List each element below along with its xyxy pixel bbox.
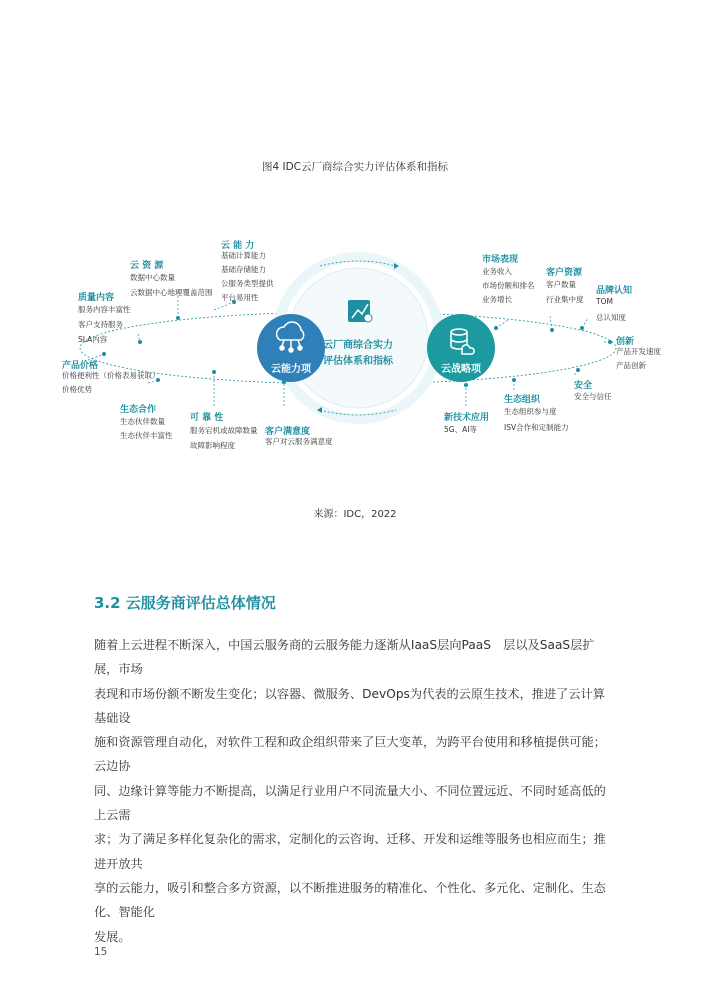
group-title-security: 安全 [574, 381, 593, 391]
item-price-convenience: 价格便利性（价格表易获取） [62, 371, 160, 380]
group-title-eco-partner: 生态合作 [120, 405, 157, 415]
paragraph-line: 表现和市场份额不断发生变化；以容器、微服务、DevOps为代表的云原生技术，推进了云计算基础设 [94, 686, 605, 725]
paragraph-line: 施和资源管理自动化，对软件工程和政企组织带来了巨大变革，为跨平台使用和移植提供可能；云边协 [94, 735, 606, 774]
center-title-line1: 云厂商综合实力 [323, 340, 393, 351]
item-partner-richness: 生态伙伴丰富性 [120, 431, 173, 440]
figure-caption: 图4 IDC云厂商综合实力评估体系和指标 [261, 161, 449, 173]
group-title-market: 市场表现 [482, 255, 519, 265]
item-service-types: 公服务类型提供 [221, 279, 274, 288]
group-title-eco-org: 生态组织 [504, 395, 541, 405]
item-market-share: 市场份额和排名 [482, 281, 535, 290]
section-title: 3.2 云服务商评估总体情况 [94, 594, 276, 612]
item-revenue: 业务收入 [482, 267, 512, 276]
item-industry-concentration: 行业集中度 [546, 295, 584, 304]
evaluation-diagram [58, 230, 661, 455]
item-eco-participation: 生态组织参与度 [504, 407, 557, 416]
item-dc-count: 数据中心数量 [130, 273, 175, 282]
group-title-cloud-resources: 云 资 源 [130, 261, 164, 271]
item-dev-speed: 产品开发速度 [616, 347, 661, 356]
item-price-advantage: 价格优势 [62, 385, 92, 394]
item-5g-ai: 5G、AI等 [444, 425, 477, 434]
group-title-satisfaction: 客户满意度 [265, 427, 311, 437]
group-title-customer: 客户资源 [546, 268, 583, 278]
item-customer-support: 客户支持服务 [78, 320, 123, 329]
item-customer-count: 客户数量 [546, 280, 576, 289]
paragraph-line: 同、边缘计算等能力不断提高，以满足行业用户不同流量大小、不同位置远近、不同时延高低的上云需 [94, 783, 606, 823]
left-circle-label: 云能力项 [271, 364, 311, 375]
item-usability: 平台易用性 [221, 293, 259, 302]
right-circle-label: 云战略项 [441, 364, 481, 375]
group-title-newtech: 新技术应用 [444, 413, 490, 423]
paragraph-line: 享的云能力，吸引和整合多方资源，以不断推进服务的精准化、个性化、多元化、定制化、生态化、智能化 [94, 880, 606, 920]
group-title-pricing: 产品价格 [62, 361, 99, 371]
figure-source: 来源：IDC，2022 [313, 509, 397, 520]
item-service-richness: 服务内容丰富性 [78, 305, 131, 314]
item-dc-coverage: 云数据中心地理覆盖范围 [130, 288, 213, 297]
center-title-line2: 评估体系和指标 [323, 356, 393, 367]
group-title-innovation: 创新 [616, 337, 635, 347]
item-outage-count: 服务宕机或故障数量 [190, 426, 258, 435]
group-title-cloud-capability: 云 能 力 [221, 241, 255, 251]
item-sla: SLA内容 [78, 335, 108, 344]
item-growth: 业务增长 [482, 295, 512, 304]
item-satisfaction: 客户对云服务满意度 [265, 437, 333, 446]
paragraph-line: 随着上云进程不断深入，中国云服务商的云服务能力逐渐从IaaS层向PaaS 层以及SaaS层扩展，市场 [94, 638, 595, 677]
group-title-quality: 质量内容 [78, 293, 115, 303]
paragraph-line: 发展。 [94, 929, 131, 944]
item-product-innovation: 产品创新 [616, 361, 646, 370]
item-partner-count: 生态伙伴数量 [120, 417, 165, 426]
group-title-brand: 品牌认知 [596, 286, 633, 296]
item-compute: 基础计算能力 [221, 251, 266, 260]
item-storage: 基础存储能力 [221, 265, 266, 274]
item-tom: TOM [596, 297, 613, 306]
item-awareness: 总认知度 [596, 313, 626, 322]
item-isv: ISV合作和定制能力 [504, 423, 569, 432]
body-paragraph [94, 633, 616, 949]
chart-growth-icon [348, 300, 372, 322]
paragraph-line: 求；为了满足多样化复杂化的需求，定制化的云咨询、迁移、开发和运维等服务也相应而生；推进开放共 [94, 832, 606, 871]
item-security-trust: 安全与信任 [574, 392, 612, 401]
group-title-reliability: 可 靠 性 [190, 413, 224, 423]
page-number: 15 [94, 946, 108, 958]
item-outage-impact: 故障影响程度 [190, 441, 235, 450]
center-title [320, 338, 396, 370]
